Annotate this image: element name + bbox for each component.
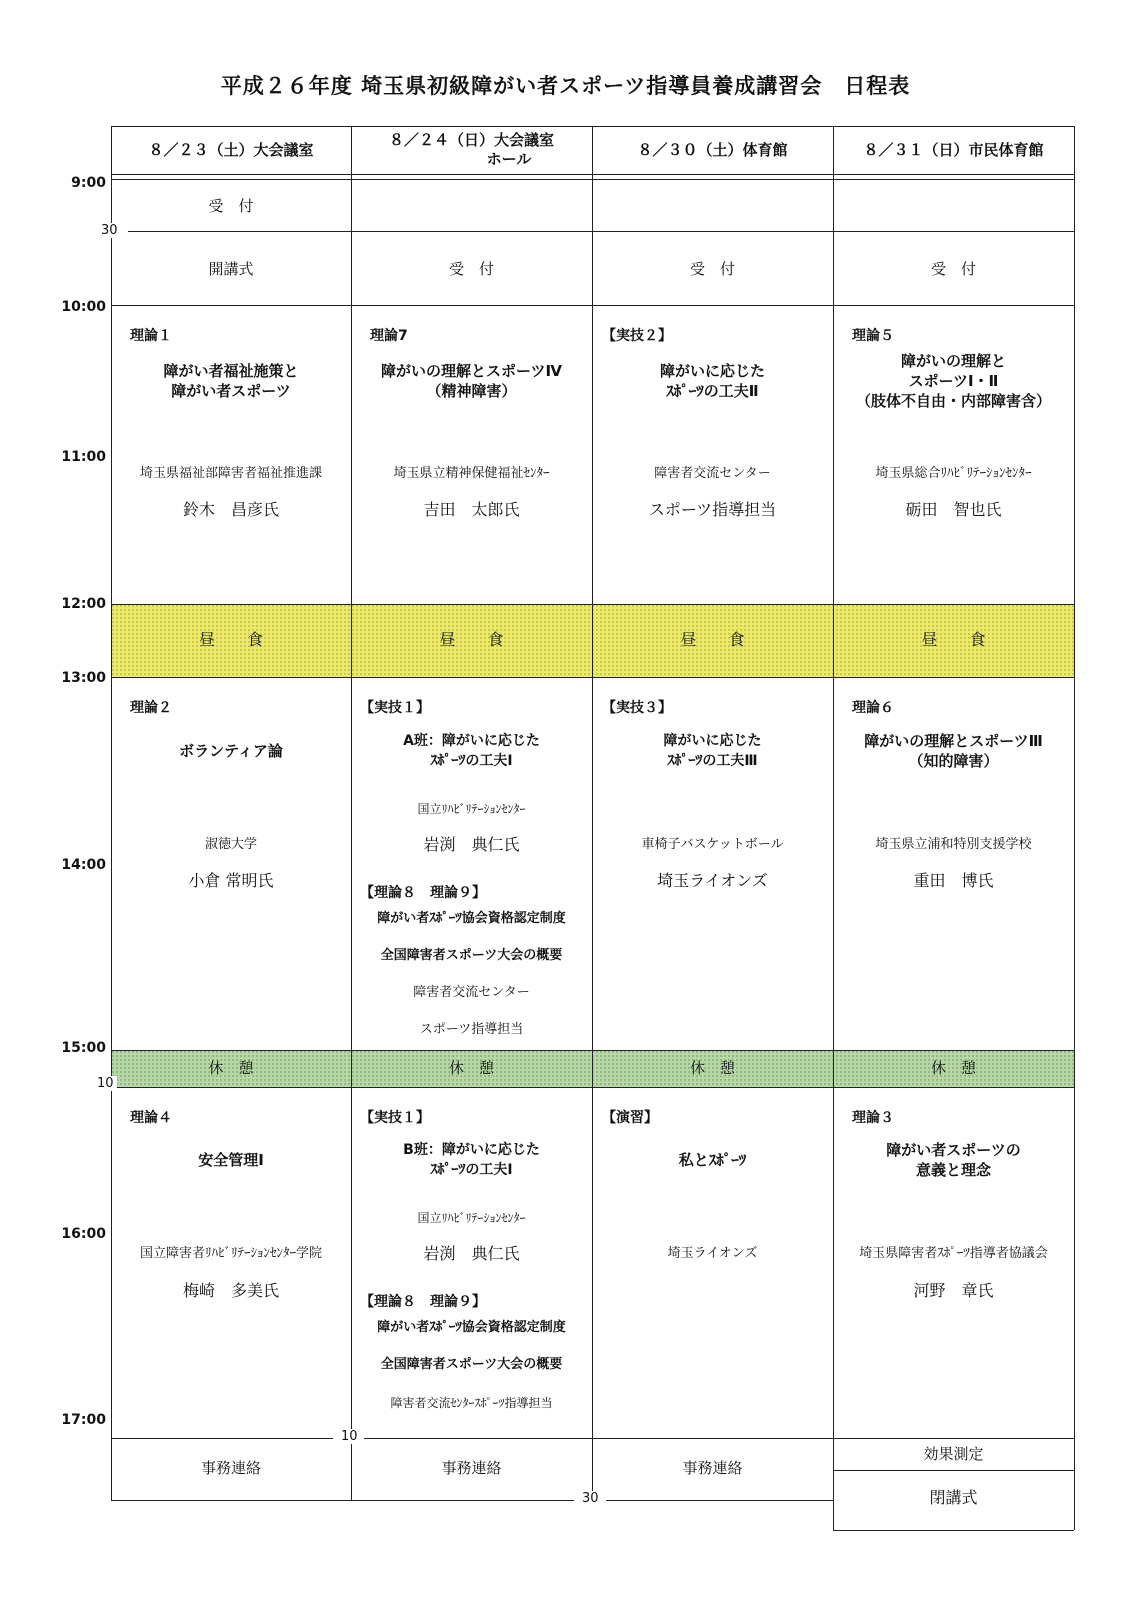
reception-cell: 受 付 <box>689 260 735 278</box>
closing-ceremony-cell: 閉講式 <box>929 1488 978 1507</box>
lunch-cell: 昼 食 <box>680 630 745 649</box>
minute-mark: 30 <box>98 223 121 238</box>
opening-ceremony-cell: 開講式 <box>208 260 254 278</box>
session-organization: 障害者交流センター <box>654 466 771 481</box>
session-lecturer: 岩渕 典仁氏 <box>423 1244 520 1263</box>
reception-cell: 受 付 <box>208 197 254 215</box>
grid-line <box>111 1500 574 1501</box>
session-topic: 障がい者ｽﾎﾟｰﾂ協会資格認定制度 <box>377 1320 566 1335</box>
lunch-cell: 昼 食 <box>439 630 504 649</box>
time-label: 12:00 <box>61 596 106 612</box>
session-subject: 障がいの理解とスポーツⅣ （精神障害） <box>381 362 562 400</box>
session-lecturer: 鈴木 昌彦氏 <box>182 500 279 519</box>
session-organization: 埼玉県障害者ｽﾎﾟｰﾂ指導者協議会 <box>859 1246 1048 1261</box>
session-label: 理論２ <box>130 700 172 716</box>
reception-cell: 受 付 <box>930 260 976 278</box>
session-label: 【実技１】 <box>360 1110 430 1126</box>
session-organization: 障害者交流センター <box>413 985 530 1000</box>
grid-line <box>833 1470 1074 1471</box>
grid-line <box>128 231 1074 232</box>
minute-mark: 30 <box>579 1491 602 1506</box>
session-label: 理論６ <box>852 700 894 716</box>
session-topic: 障がい者ｽﾎﾟｰﾂ協会資格認定制度 <box>377 911 566 926</box>
session-lecturer: スポーツ指導担当 <box>648 500 777 519</box>
session-lecturer: 埼玉ライオンズ <box>657 871 768 890</box>
time-label: 13:00 <box>61 670 106 686</box>
time-label: 17:00 <box>61 1412 106 1428</box>
session-lecturer: 重田 博氏 <box>913 871 994 890</box>
session-label: 【理論８ 理論９】 <box>360 1294 486 1310</box>
session-lecturer: 砺田 智也氏 <box>905 500 1002 519</box>
break-cell: 休 憩 <box>930 1059 976 1077</box>
break-cell: 休 憩 <box>448 1059 494 1077</box>
session-label: 【実技２】 <box>602 328 672 344</box>
session-label: 理論４ <box>130 1110 172 1126</box>
session-organization: 淑徳大学 <box>204 837 257 852</box>
grid-line <box>833 1530 1074 1531</box>
grid-line <box>1074 126 1075 1530</box>
session-subject: B班：障がいに応じた ｽﾎﾟｰﾂの工夫Ⅰ <box>403 1142 540 1178</box>
grid-line <box>111 1438 333 1439</box>
session-subject: 障がいに応じた ｽﾎﾟｰﾂの工夫Ⅱ <box>659 362 765 400</box>
session-topic: 全国障害者スポーツ大会の概要 <box>380 948 563 963</box>
grid-line <box>606 1500 833 1501</box>
session-organization: 埼玉ライオンズ <box>667 1246 758 1261</box>
reception-cell: 受 付 <box>448 260 494 278</box>
session-organization: 国立ﾘﾊﾋﾞﾘﾃｰｼｮﾝｾﾝﾀｰ <box>417 802 526 816</box>
header-day-3: ８／３０（土）体育館 <box>637 140 788 159</box>
session-organization: 国立ﾘﾊﾋﾞﾘﾃｰｼｮﾝｾﾝﾀｰ <box>417 1211 526 1225</box>
session-organization: 埼玉県立精神保健福祉ｾﾝﾀｰ <box>393 466 550 481</box>
session-lecturer: 小倉 常明氏 <box>188 871 274 890</box>
grid-line <box>364 1438 1074 1439</box>
session-lecturer: 河野 章氏 <box>913 1281 994 1300</box>
session-lecturer: 吉田 太郎氏 <box>423 500 520 519</box>
session-lecturer: 岩渕 典仁氏 <box>423 835 520 854</box>
break-cell: 休 憩 <box>208 1059 254 1077</box>
session-subject: 障がい者福祉施策と 障がい者スポーツ <box>163 362 299 400</box>
admin-notice-cell: 事務連絡 <box>682 1459 743 1477</box>
header-day-4: ８／３１（日）市民体育館 <box>863 140 1044 159</box>
time-label: 16:00 <box>61 1226 106 1242</box>
time-label: 9:00 <box>71 175 106 191</box>
session-subject: 障がいに応じた ｽﾎﾟｰﾂの工夫Ⅲ <box>663 733 762 769</box>
session-organization: 障害者交流ｾﾝﾀｰｽﾎﾟｰﾂ指導担当 <box>390 1396 553 1410</box>
page-title: 平成２６年度 埼玉県初級障がい者スポーツ指導員養成講習会 日程表 <box>220 74 911 98</box>
break-cell: 休 憩 <box>689 1059 735 1077</box>
time-label: 10:00 <box>61 299 106 315</box>
header-day-2: ８／２４（日）大会議室 ホール <box>388 131 554 168</box>
admin-notice-cell: 事務連絡 <box>200 1459 261 1477</box>
time-label: 15:00 <box>61 1040 106 1056</box>
header-day-1: ８／２３（土）大会議室 <box>148 140 314 159</box>
session-subject: 私とｽﾎﾟｰﾂ <box>678 1151 747 1169</box>
minute-mark: 10 <box>338 1429 361 1444</box>
session-lecturer: 梅崎 多美氏 <box>182 1281 279 1300</box>
session-label: 理論５ <box>852 328 894 344</box>
grid-line <box>833 126 834 1530</box>
session-topic: 全国障害者スポーツ大会の概要 <box>380 1357 563 1372</box>
session-organization: 国立障害者ﾘﾊﾋﾞﾘﾃｰｼｮﾝｾﾝﾀｰ学院 <box>139 1246 322 1261</box>
session-label: 理論7 <box>370 328 408 344</box>
session-label: 理論３ <box>852 1110 894 1126</box>
session-organization: 車椅子バスケットボール <box>641 837 784 852</box>
session-subject: 障がいの理解とスポーツⅢ （知的障害） <box>864 732 1043 770</box>
session-subject: ボランティア論 <box>179 742 283 760</box>
session-label: 【理論８ 理論９】 <box>360 885 486 901</box>
session-lecturer: スポーツ指導担当 <box>419 1022 524 1037</box>
session-organization: 埼玉県立浦和特別支援学校 <box>875 837 1032 852</box>
grid-line <box>592 126 593 1500</box>
session-organization: 埼玉県福祉部障害者福祉推進課 <box>139 466 322 481</box>
lunch-cell: 昼 食 <box>921 630 986 649</box>
session-subject: 安全管理Ⅰ <box>198 1151 264 1169</box>
session-label: 【実技３】 <box>602 700 672 716</box>
time-label: 14:00 <box>61 857 106 873</box>
session-label: 【演習】 <box>602 1110 658 1126</box>
session-label: 【実技１】 <box>360 700 430 716</box>
session-subject: 障がいの理解と スポーツⅠ・Ⅱ （肢体不自由・内部障害含） <box>855 352 1051 410</box>
session-subject: 障がい者スポーツの 意義と理念 <box>886 1141 1021 1179</box>
time-label: 11:00 <box>61 449 106 465</box>
session-organization: 埼玉県総合ﾘﾊﾋﾞﾘﾃｰｼｮﾝｾﾝﾀｰ <box>875 466 1032 481</box>
effect-measurement-cell: 効果測定 <box>923 1445 984 1463</box>
admin-notice-cell: 事務連絡 <box>441 1459 502 1477</box>
session-label: 理論１ <box>130 328 172 344</box>
minute-mark: 10 <box>94 1076 117 1091</box>
session-subject: A班：障がいに応じた ｽﾎﾟｰﾂの工夫Ⅰ <box>403 733 540 769</box>
lunch-cell: 昼 食 <box>198 630 263 649</box>
